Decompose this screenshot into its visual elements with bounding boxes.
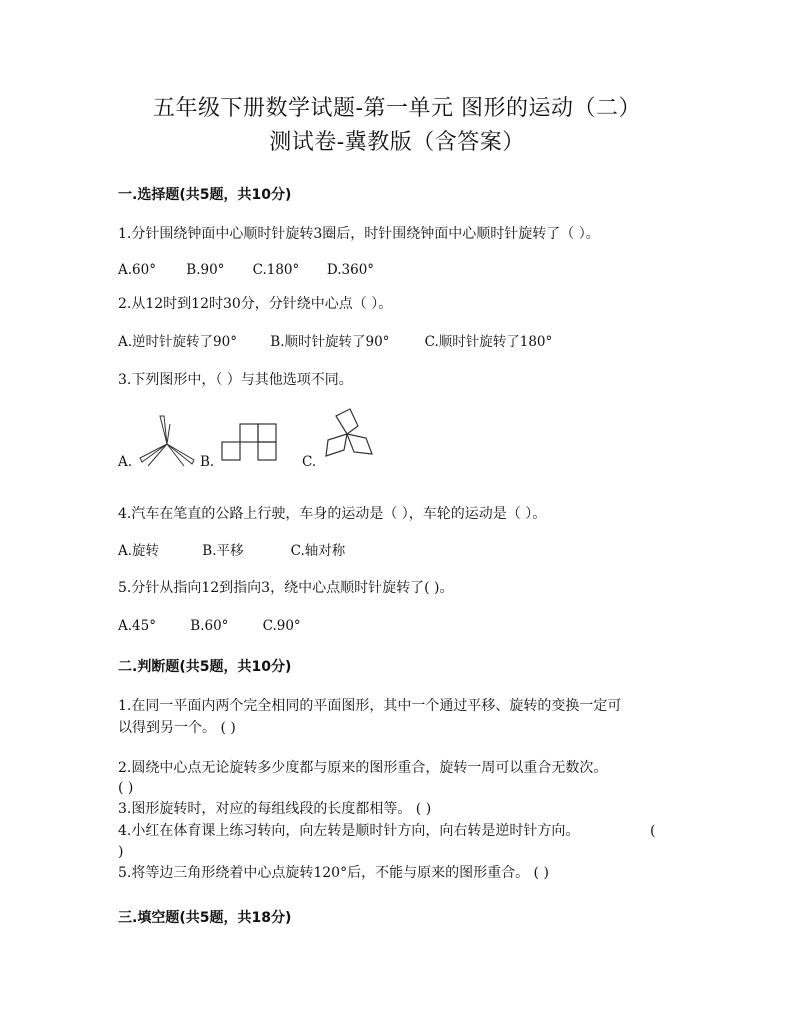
question-5-options [118, 616, 301, 636]
q2-option-b: B.顺时针旋转了90° [270, 334, 390, 350]
judge-question-5: 5.将等边三角形绕着中心点旋转120°后，不能与原来的图形重合。 ( ) [118, 865, 549, 881]
question-4-options [118, 541, 345, 561]
q4-option-b: B.平移 [202, 543, 244, 559]
question-3: 3.下列图形中，（ ）与其他选项不同。 [118, 372, 353, 388]
q5-option-c: C.90° [262, 618, 301, 634]
section-heading-judge: 二.判断题(共5题，共10分) [118, 659, 292, 675]
figure-label-c: C. [302, 454, 317, 470]
question-2-options [118, 332, 552, 352]
judge-question-1-line2: 以得到另一个。 ( ) [118, 720, 236, 736]
question-3-figures [118, 410, 418, 470]
figure-c-rotated-squares-icon [314, 406, 380, 462]
q2-option-c: C.顺时针旋转了180° [424, 334, 553, 350]
q5-option-b: B.60° [190, 618, 229, 634]
q4-option-a: A.旋转 [118, 543, 160, 559]
judge-question-2-line1: 2.圆绕中心点无论旋转多少度都与原来的图形重合，旋转一周可以重合无数次。 [118, 760, 608, 776]
section-heading-fill: 三.填空题(共5题，共18分) [118, 910, 292, 926]
judge-question-4-paren-open: ( [650, 823, 656, 839]
q1-option-b: B.90° [186, 262, 225, 278]
judge-question-1-line1: 1.在同一平面内两个完全相同的平面图形，其中一个通过平移、旋转的变换一定可 [118, 698, 622, 714]
q1-option-a: A.60° [118, 262, 156, 278]
figure-b-squares-icon [218, 420, 282, 464]
question-1: 1.分针围绕钟面中心顺时针旋转3圈后，时针围绕钟面中心顺时针旋转了（ ）。 [118, 226, 600, 242]
question-5: 5.分针从指向12到指向3，绕中心点顺时针旋转了( )。 [118, 580, 454, 596]
figure-label-b: B. [200, 454, 215, 470]
document-title-line2: 测试卷-冀教版（含答案） [269, 130, 525, 155]
q1-option-d: D.360° [326, 262, 375, 278]
question-4: 4.汽车在笔直的公路上行驶，车身的运动是（ ），车轮的运动是（ ）。 [118, 506, 547, 522]
q2-option-a: A.逆时针旋转了90° [118, 334, 237, 350]
section-heading-choice: 一.选择题(共5题，共10分) [118, 187, 292, 203]
q1-option-c: C.180° [252, 262, 300, 278]
judge-question-2-line2: ( ) [118, 780, 134, 796]
judge-question-4-line1: 4.小红在体育课上练习转向，向左转是顺时针方向，向右转是逆时针方向。 [118, 823, 580, 839]
judge-question-3: 3.图形旋转时，对应的每组线段的长度都相等。 ( ) [118, 801, 432, 817]
figure-a-pinwheel-icon [134, 414, 200, 468]
document-title-line1: 五年级下册数学试题-第一单元 图形的运动（二） [153, 96, 641, 121]
q4-option-c: C.轴对称 [290, 543, 346, 559]
q5-option-a: A.45° [118, 618, 156, 634]
figure-label-a: A. [118, 454, 133, 470]
question-2: 2.从12时到12时30分，分针绕中心点（ ）。 [118, 296, 393, 312]
question-1-options [118, 260, 374, 280]
judge-question-4-line2: ) [118, 844, 124, 860]
